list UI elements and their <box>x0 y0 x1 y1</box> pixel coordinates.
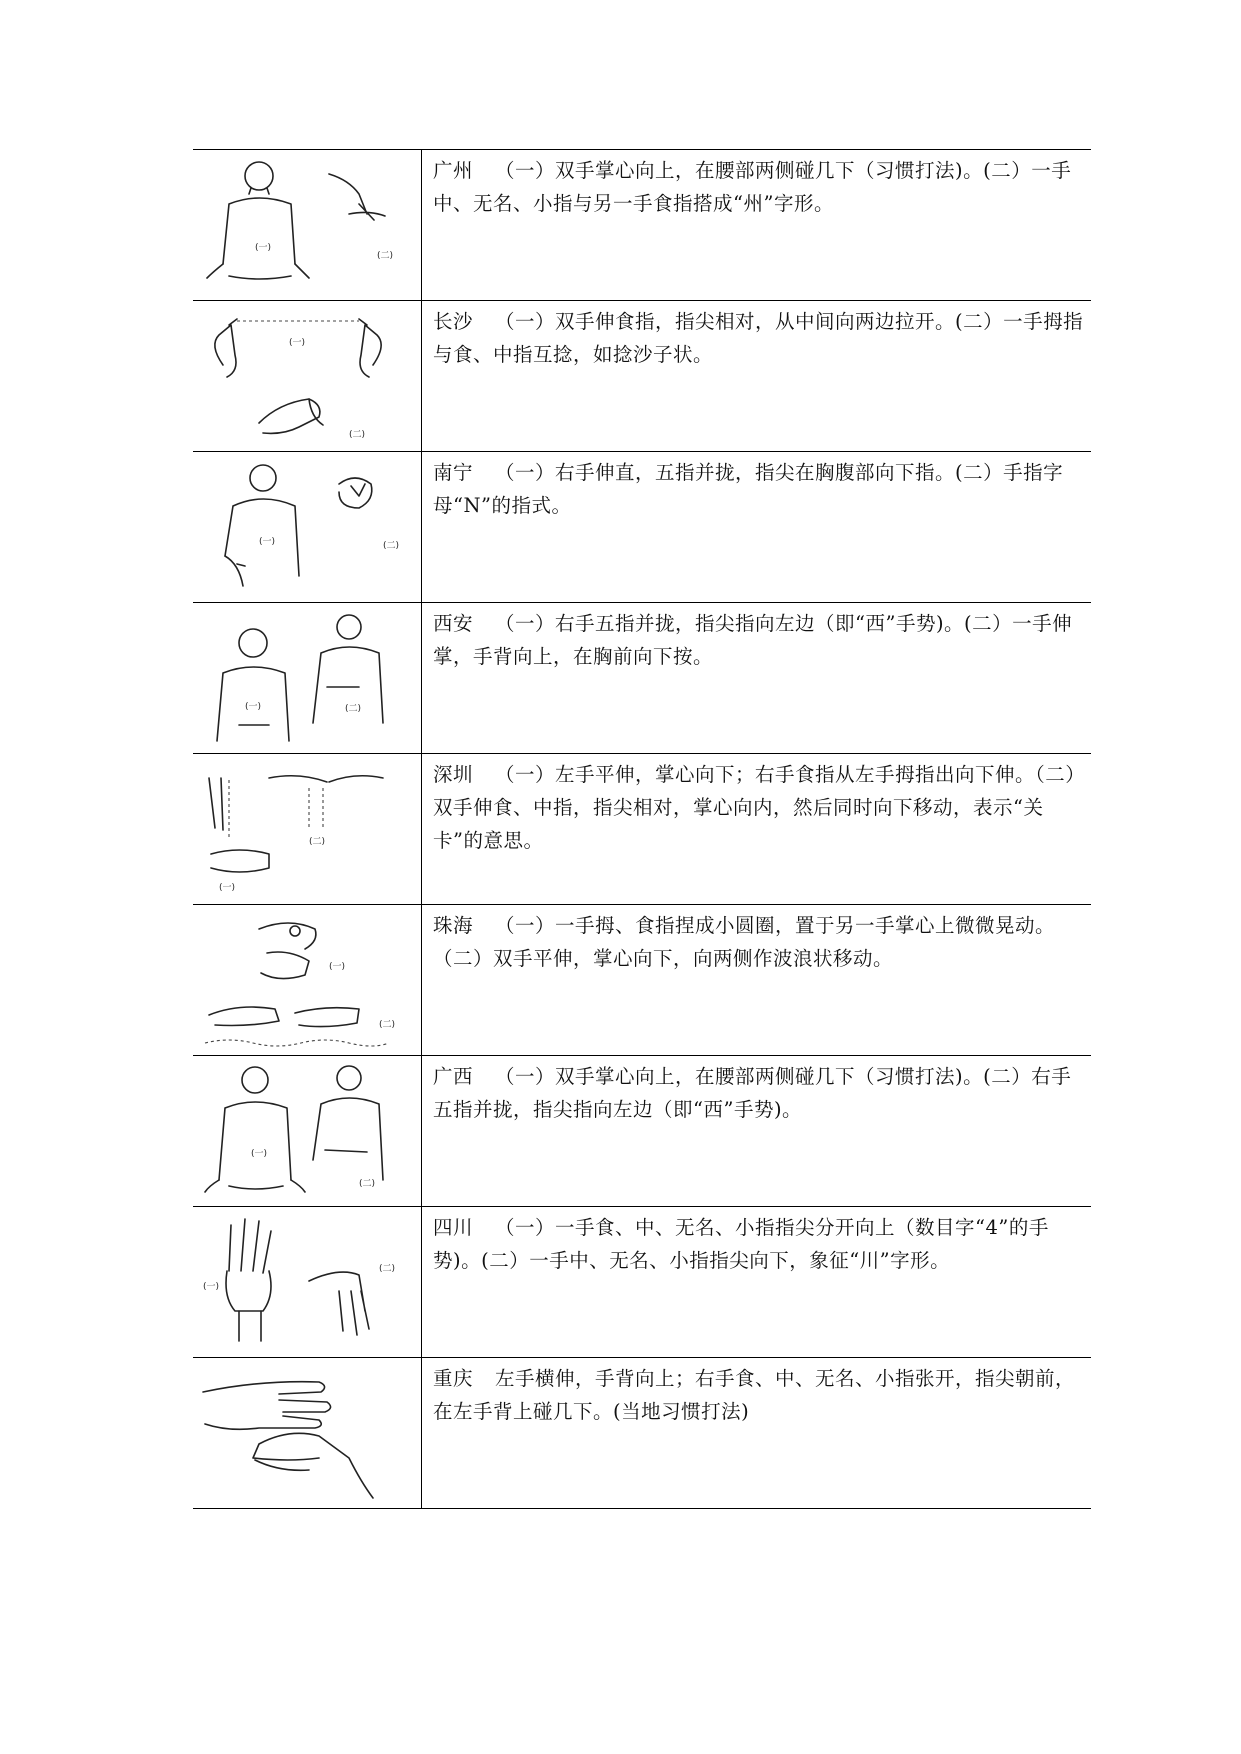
figure-label-two: (二) <box>345 704 362 714</box>
figure-label-two: (二) <box>383 541 400 551</box>
table-row <box>193 905 1091 1056</box>
description-cell <box>422 1358 1091 1508</box>
table-row <box>193 301 1091 452</box>
table-row <box>193 1056 1091 1207</box>
figure-label-two: (二) <box>349 430 366 440</box>
description-cell <box>422 150 1091 300</box>
figure-label-one: (一) <box>289 338 306 348</box>
city-name: 深圳 <box>433 763 474 786</box>
sign-description: （一）双手掌心向上，在腰部两侧碰几下（习惯打法)。(二）一手中、无名、小指与另一手食指搭成“州”字形。 <box>433 159 1072 215</box>
illustration-cell <box>193 301 422 451</box>
table-row <box>193 150 1091 301</box>
city-name: 广西 <box>433 1065 474 1088</box>
nanning-illustration <box>199 456 411 598</box>
sign-description: （一）双手伸食指，指尖相对，从中间向两边拉开。(二）一手拇指与食、中指互捻，如捻沙子状。 <box>433 310 1084 366</box>
chongqing-illustration <box>199 1362 411 1504</box>
illustration-cell <box>193 754 422 904</box>
table-row <box>193 1207 1091 1358</box>
city-name: 重庆 <box>433 1367 474 1390</box>
figure-label-one: (一) <box>251 1149 268 1159</box>
figure-label-two: (二) <box>379 1020 396 1030</box>
sign-description: （一）右手五指并拢，指尖指向左边（即“西”手势)。(二）一手伸掌，手背向上，在胸前向下按。 <box>433 612 1073 668</box>
zhuhai-illustration <box>199 909 411 1051</box>
city-name: 广州 <box>433 159 474 182</box>
sign-language-table <box>193 149 1091 1509</box>
figure-label-one: (一) <box>219 883 236 893</box>
sichuan-illustration <box>199 1211 411 1353</box>
guangxi-illustration <box>199 1060 411 1202</box>
sign-description: （一）左手平伸，掌心向下；右手食指从左手拇指出向下伸。（二）双手伸食、中指，指尖相对，掌心向内，然后同时向下移动，表示“关卡”的意思。 <box>433 763 1086 852</box>
figure-label-two: (二) <box>309 837 326 847</box>
figure-label-two: (二) <box>377 251 394 261</box>
sign-description: （一）双手掌心向上，在腰部两侧碰几下（习惯打法)。(二）右手五指并拢，指尖指向左边（即“西”手势)。 <box>433 1065 1072 1121</box>
sign-description: 左手横伸，手背向上；右手食、中、无名、小指张开，指尖朝前，在左手背上碰几下。(当地习惯打法) <box>433 1367 1076 1423</box>
xian-illustration <box>199 607 411 749</box>
description-cell <box>422 1207 1091 1357</box>
city-name: 西安 <box>433 612 474 635</box>
sign-description: （一）一手食、中、无名、小指指尖分开向上（数目字“4”的手势)。(二）一手中、无名、小指指尖向下，象征“川”字形。 <box>433 1216 1049 1272</box>
table-row <box>193 603 1091 754</box>
changsha-illustration <box>199 305 411 447</box>
illustration-cell <box>193 150 422 300</box>
illustration-cell <box>193 1358 422 1508</box>
city-name: 珠海 <box>433 914 474 937</box>
sign-description: （一）一手拇、食指捏成小圆圈，置于另一手掌心上微微晃动。（二）双手平伸，掌心向下，向两侧作波浪状移动。 <box>433 914 1056 970</box>
description-cell <box>422 905 1091 1055</box>
table-row <box>193 1358 1091 1509</box>
description-cell <box>422 754 1091 904</box>
illustration-cell <box>193 452 422 602</box>
figure-label-one: (一) <box>329 962 346 972</box>
shenzhen-illustration <box>199 758 411 900</box>
figure-label-two: (二) <box>359 1179 376 1189</box>
table-row <box>193 754 1091 905</box>
sign-description: （一）右手伸直，五指并拢，指尖在胸腹部向下指。(二）手指字母“N”的指式。 <box>433 461 1064 517</box>
figure-label-one: (一) <box>255 243 272 253</box>
city-name: 南宁 <box>433 461 474 484</box>
figure-label-one: (一) <box>203 1282 220 1292</box>
figure-label-one: (一) <box>245 702 262 712</box>
illustration-cell <box>193 1207 422 1357</box>
illustration-cell <box>193 1056 422 1206</box>
description-cell <box>422 603 1091 753</box>
description-cell <box>422 301 1091 451</box>
guangzhou-illustration <box>199 154 411 296</box>
figure-label-one: (一) <box>259 537 276 547</box>
table-row <box>193 452 1091 603</box>
figure-label-two: (二) <box>379 1264 396 1274</box>
illustration-cell <box>193 603 422 753</box>
city-name: 四川 <box>433 1216 474 1239</box>
description-cell <box>422 452 1091 602</box>
illustration-cell <box>193 905 422 1055</box>
city-name: 长沙 <box>433 310 474 333</box>
description-cell <box>422 1056 1091 1206</box>
